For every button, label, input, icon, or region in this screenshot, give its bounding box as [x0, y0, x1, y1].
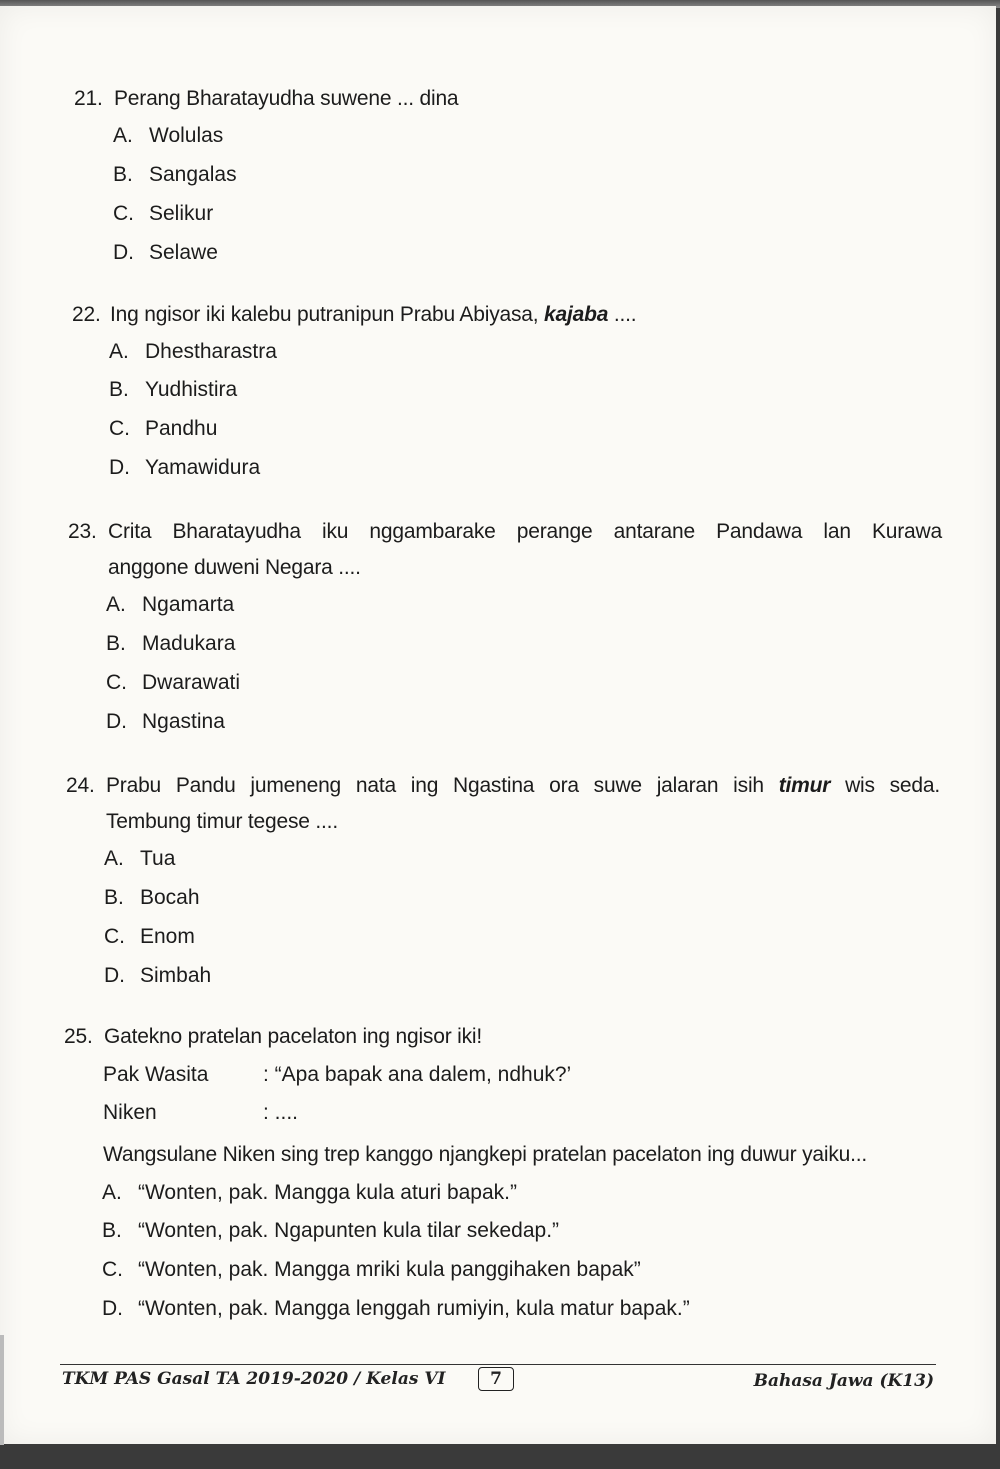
question-text [110, 300, 636, 330]
dialog-speaker: Niken [103, 1101, 157, 1124]
emphasized-word: kajaba [544, 303, 609, 326]
option-text: Sangalas [149, 163, 237, 186]
option-21-c [113, 199, 213, 229]
question-number: 21. [74, 87, 103, 110]
question-25 [64, 1022, 938, 1052]
scan-left-edge [0, 1335, 4, 1445]
option-letter: B. [113, 163, 133, 186]
option-23-b [106, 629, 235, 659]
question-text-line-2: Tembung timur tegese .... [106, 810, 338, 833]
option-text: Tua [140, 847, 176, 870]
dialog-line-2 [103, 1098, 803, 1128]
question-21 [74, 84, 944, 114]
option-text: Yamawidura [145, 456, 261, 479]
option-letter: B. [102, 1219, 122, 1242]
option-text: Selawe [149, 241, 218, 264]
question-text-line-1: Crita Bharatayudha iku nggambarake perange antarane Pandawa lan Kurawa [108, 520, 942, 543]
option-24-a [104, 844, 175, 874]
option-text: Pandhu [145, 417, 218, 440]
dialog-line-1 [103, 1060, 803, 1090]
option-letter: A. [113, 124, 133, 147]
option-22-b [109, 375, 237, 405]
option-text: Ngastina [142, 710, 225, 733]
option-23-a [106, 590, 234, 620]
option-letter: A. [106, 593, 126, 616]
option-letter: B. [109, 378, 129, 401]
option-letter: B. [106, 632, 126, 655]
question-number: 23. [68, 520, 97, 543]
option-text: Bocah [140, 886, 200, 909]
option-25-a [102, 1178, 517, 1208]
option-text: “Wonten, pak. Ngapunten kula tilar sekedap.” [138, 1219, 560, 1242]
option-text: Dhestharastra [145, 340, 277, 363]
question-24 [66, 771, 940, 841]
option-text: Simbah [140, 964, 212, 987]
question-number: 22. [72, 303, 101, 326]
question-number: 24. [66, 774, 95, 797]
option-text: Yudhistira [145, 378, 238, 401]
option-24-d [104, 961, 211, 991]
option-letter: B. [104, 886, 124, 909]
option-letter: D. [113, 241, 134, 264]
option-letter: A. [104, 847, 124, 870]
dialog-text: : .... [263, 1101, 299, 1124]
option-letter: A. [102, 1181, 122, 1204]
option-25-c [102, 1255, 641, 1285]
page-footer [60, 1364, 936, 1399]
option-letter: C. [109, 417, 130, 440]
dialog-text: : “Apa bapak ana dalem, ndhuk?’ [263, 1063, 572, 1086]
option-24-c [104, 922, 195, 952]
option-text: “Wonten, pak. Mangga mriki kula panggihaken bapak” [138, 1258, 641, 1281]
question-text: Gatekno pratelan pacelaton ing ngisor iki! [104, 1025, 483, 1048]
option-text: “Wonten, pak. Mangga lenggah rumiyin, kula matur bapak.” [138, 1297, 690, 1320]
option-letter: D. [109, 456, 130, 479]
question-text-part: .... [608, 303, 637, 326]
question-text: Perang Bharatayudha suwene ... dina [114, 87, 459, 110]
option-23-c [106, 668, 240, 698]
exam-page [0, 6, 996, 1444]
question-25-prompt: Wangsulane Niken sing trep kanggo njangkepi pratelan pacelaton ing duwur yaiku... [103, 1143, 868, 1166]
option-letter: D. [106, 710, 127, 733]
option-text: Madukara [142, 632, 236, 655]
option-letter: C. [104, 925, 125, 948]
option-text: Dwarawati [142, 671, 241, 694]
option-text: Wolulas [149, 124, 224, 147]
option-22-d [109, 453, 260, 483]
option-letter: A. [109, 340, 129, 363]
question-text-line-2: anggone duweni Negara .... [108, 556, 361, 579]
option-letter: D. [102, 1297, 123, 1320]
option-21-a [113, 121, 223, 151]
option-21-b [113, 160, 237, 190]
question-text-part: Prabu Pandu jumeneng nata ing Ngastina ora suwe jalaran isih [106, 774, 764, 797]
question-23 [68, 517, 942, 587]
option-22-c [109, 414, 217, 444]
option-text: “Wonten, pak. Mangga kula aturi bapak.” [138, 1181, 517, 1204]
option-21-d [113, 238, 218, 268]
dialog-speaker: Pak Wasita [103, 1063, 209, 1086]
question-text-part: wis seda. [845, 774, 940, 797]
option-text: Ngamarta [142, 593, 235, 616]
emphasized-word: timur [778, 774, 831, 797]
option-25-d [102, 1294, 690, 1324]
footer-exam-title: TKM PAS Gasal TA 2019-2020 / Kelas VI [62, 1369, 446, 1389]
option-23-d [106, 707, 225, 737]
option-text: Selikur [149, 202, 214, 225]
page-number: 7 [478, 1367, 514, 1391]
question-number: 25. [64, 1025, 93, 1048]
option-25-b [102, 1216, 559, 1246]
question-text-part: Ing ngisor iki kalebu putranipun Prabu Abiyasa, [110, 303, 545, 326]
option-22-a [109, 337, 277, 367]
option-letter: C. [102, 1258, 123, 1281]
footer-subject: Bahasa Jawa (K13) [753, 1371, 934, 1391]
option-text: Enom [140, 925, 195, 948]
option-letter: C. [113, 202, 134, 225]
question-22 [72, 300, 942, 330]
option-24-b [104, 883, 200, 913]
option-letter: D. [104, 964, 125, 987]
option-letter: C. [106, 671, 127, 694]
question-text-line-1 [106, 771, 940, 801]
